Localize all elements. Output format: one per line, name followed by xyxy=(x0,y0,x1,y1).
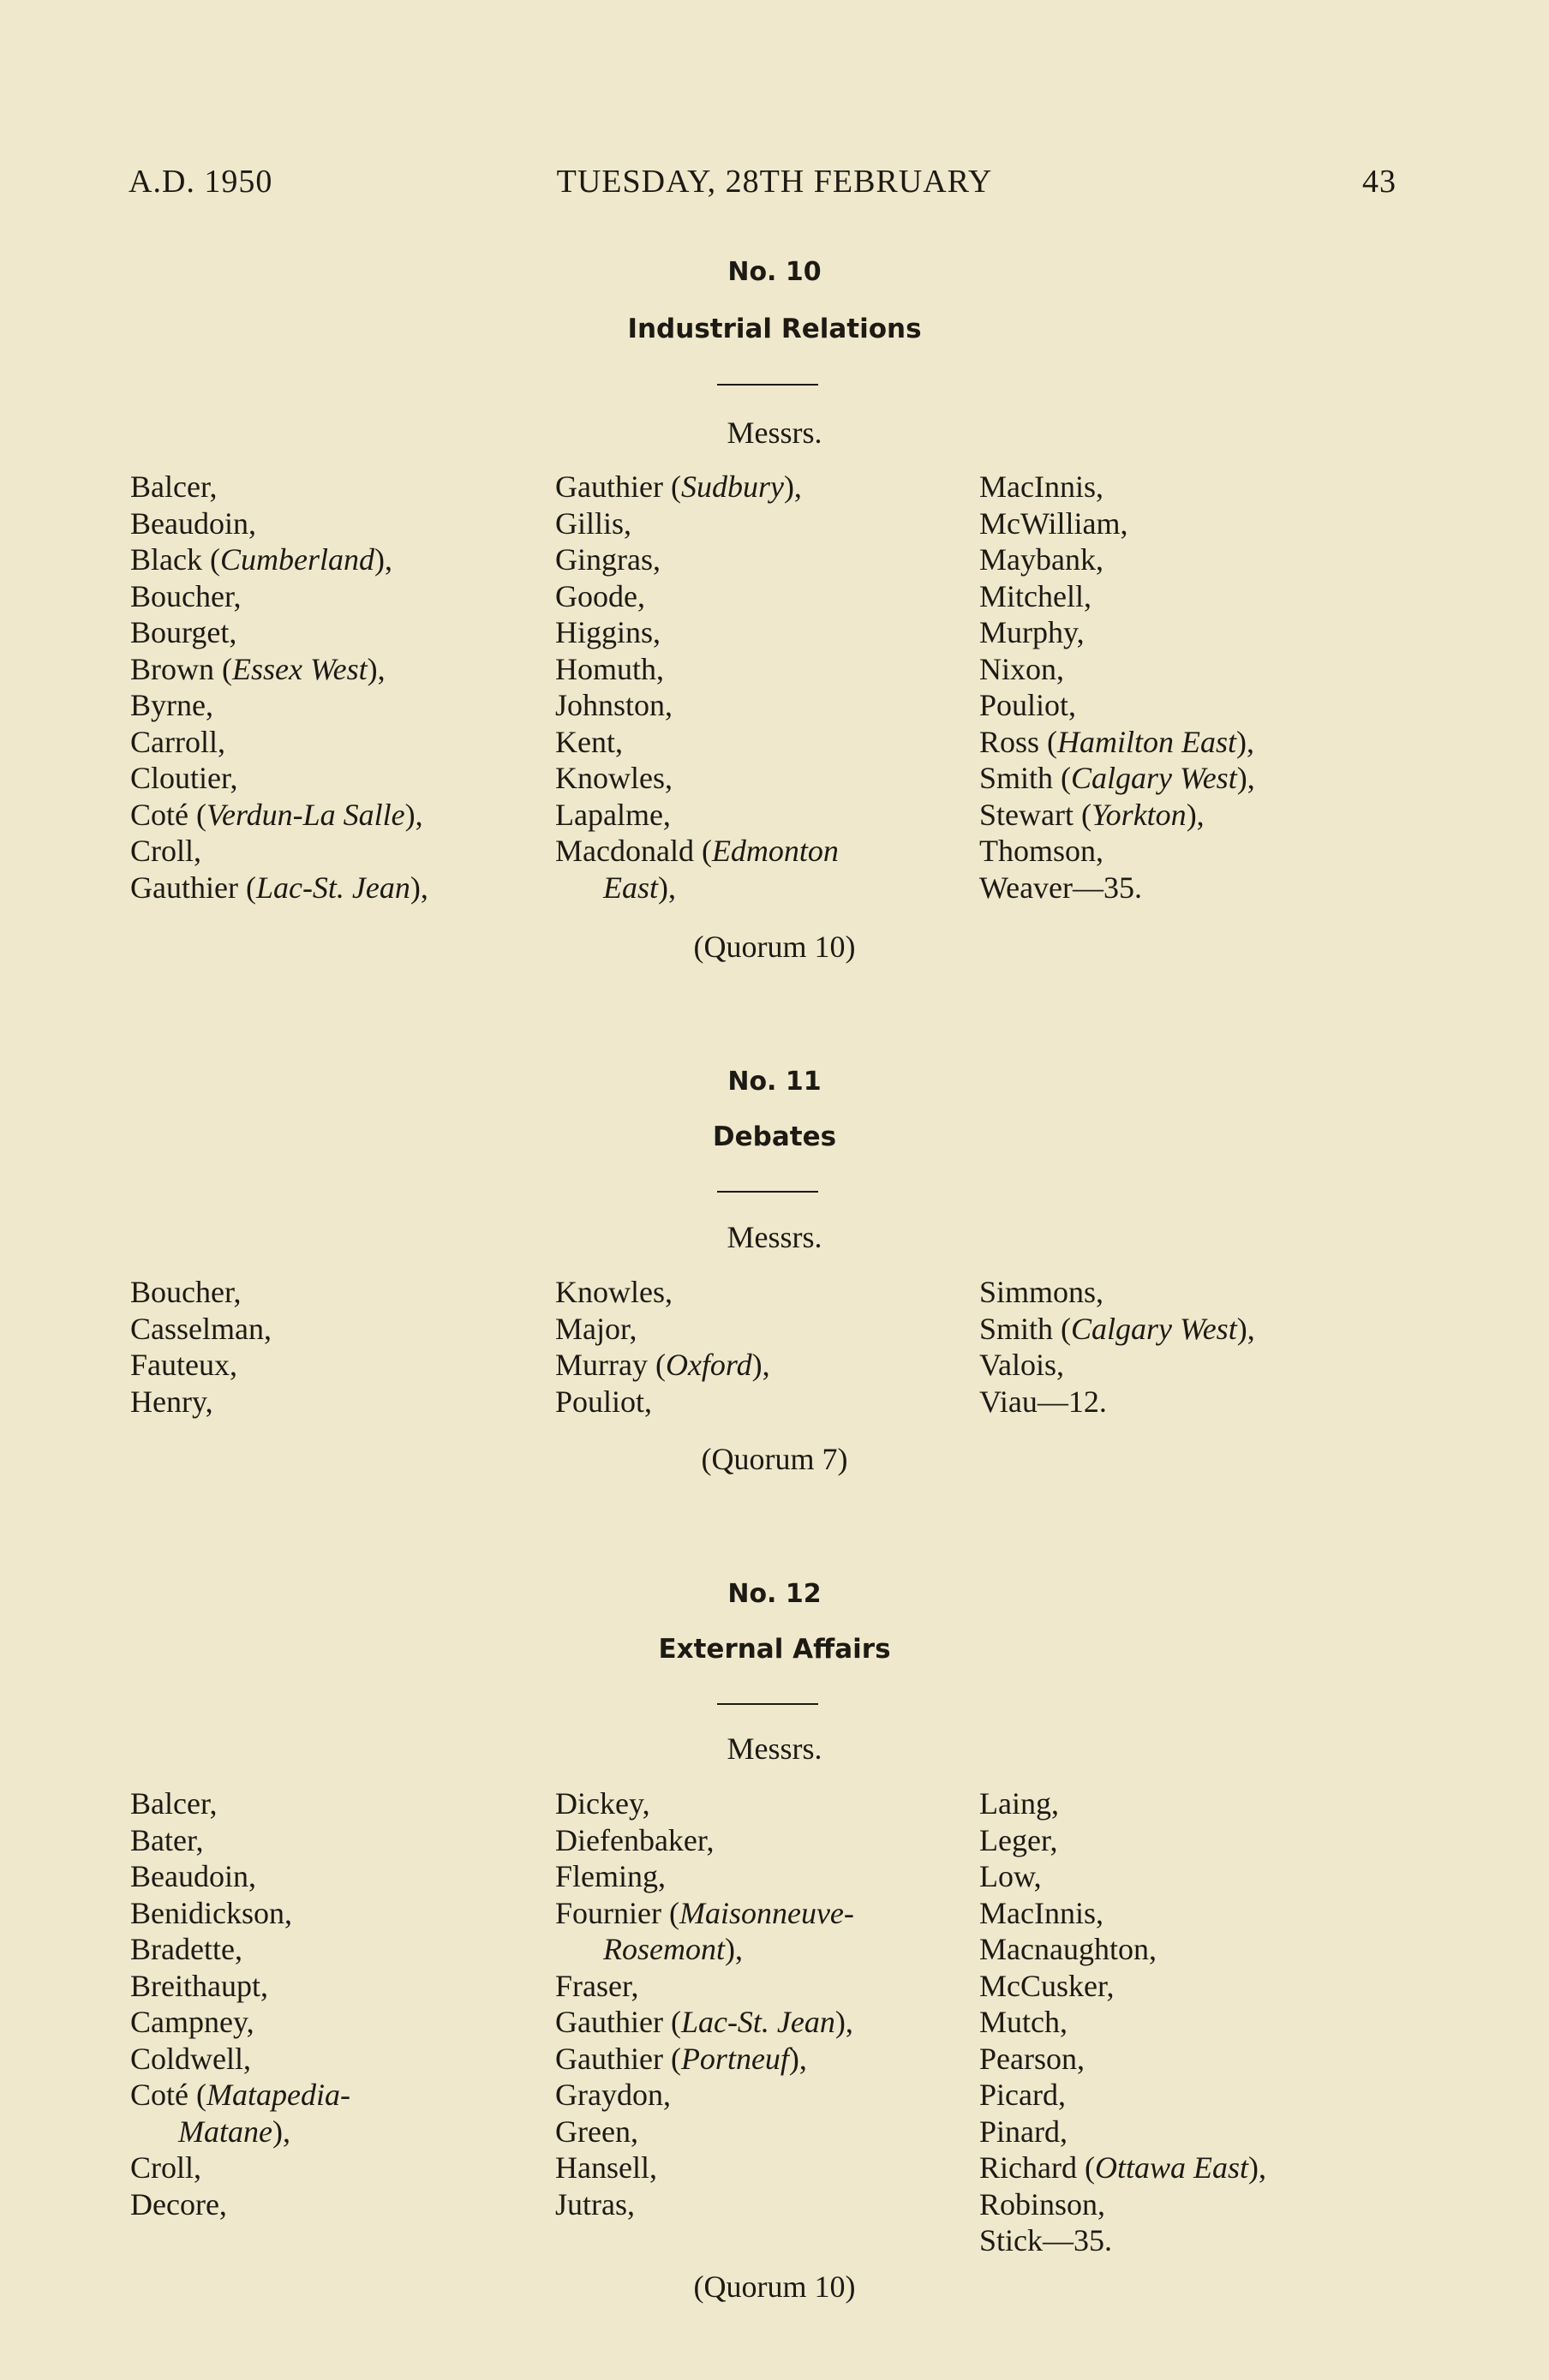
member-entry xyxy=(555,1931,854,1968)
member-entry xyxy=(130,1895,350,1932)
member-name: Breithaupt, xyxy=(130,1968,268,2003)
member-name: McWilliam, xyxy=(979,505,1128,541)
members-column-2 xyxy=(555,1785,854,2222)
member-entry xyxy=(130,1274,272,1311)
member-name: Goode, xyxy=(555,578,645,613)
member-entry xyxy=(555,760,839,797)
member-name: Ross ( xyxy=(979,724,1058,759)
punctuation: ), xyxy=(410,870,428,905)
member-entry xyxy=(979,833,1255,870)
member-entry xyxy=(979,1311,1255,1348)
header-year: A.D. 1950 xyxy=(129,164,273,200)
member-entry xyxy=(555,1311,770,1348)
member-entry xyxy=(555,1274,770,1311)
member-name: Simmons, xyxy=(979,1275,1104,1309)
member-name: Byrne, xyxy=(130,688,213,722)
member-entry xyxy=(130,1822,350,1859)
member-entry xyxy=(130,651,428,688)
member-entry xyxy=(555,2041,854,2078)
member-entry xyxy=(979,541,1255,578)
member-name: Kent, xyxy=(555,724,623,759)
member-name: Thomson, xyxy=(979,834,1104,868)
member-entry xyxy=(979,2186,1266,2223)
member-name: Gillis, xyxy=(555,505,632,541)
constituency: Hamilton East xyxy=(1057,724,1237,759)
members-column-3 xyxy=(979,1785,1266,2259)
member-name: Nixon, xyxy=(979,651,1064,686)
quorum-text: (Quorum 10) xyxy=(693,2269,856,2304)
member-entry xyxy=(130,870,428,906)
member-name: Richard ( xyxy=(979,2150,1095,2185)
member-entry xyxy=(130,541,428,578)
member-name: Coté ( xyxy=(130,797,206,832)
member-name: Low, xyxy=(979,1859,1042,1893)
member-name: Gauthier ( xyxy=(130,870,256,905)
member-entry xyxy=(130,1785,350,1822)
member-name: Fleming, xyxy=(555,1859,667,1893)
member-name: Weaver—35. xyxy=(979,870,1143,905)
member-entry xyxy=(130,2114,350,2150)
member-entry xyxy=(555,687,839,724)
messrs-label: Messrs. xyxy=(727,1731,822,1766)
member-name: Henry, xyxy=(130,1384,213,1419)
member-name: Pouliot, xyxy=(555,1384,653,1419)
members-column-1 xyxy=(130,1274,272,1420)
punctuation: ), xyxy=(658,870,677,905)
member-entry xyxy=(555,1384,770,1420)
member-entry xyxy=(130,797,428,834)
members-column-2 xyxy=(555,469,839,906)
member-entry xyxy=(979,614,1255,651)
member-entry xyxy=(555,2077,854,2114)
punctuation: ), xyxy=(404,797,423,832)
member-name: Smith ( xyxy=(979,1311,1072,1346)
constituency: Oxford xyxy=(665,1348,752,1382)
constituency: Maisonneuve- xyxy=(679,1895,854,1930)
punctuation: ), xyxy=(1236,1311,1255,1346)
member-name: Cloutier, xyxy=(130,761,238,795)
member-name: Brown ( xyxy=(130,651,232,686)
member-entry xyxy=(979,760,1255,797)
punctuation: ), xyxy=(1186,797,1205,832)
punctuation: ), xyxy=(374,542,392,577)
member-name: Pouliot, xyxy=(979,688,1077,722)
member-name: Major, xyxy=(555,1311,637,1346)
member-name: Stewart ( xyxy=(979,797,1091,832)
member-name: Gauthier ( xyxy=(555,2041,681,2076)
constituency: Matane xyxy=(178,2114,272,2149)
member-name: Bater, xyxy=(130,1822,204,1857)
member-entry xyxy=(979,1895,1266,1932)
member-name: Smith ( xyxy=(979,761,1072,795)
member-entry xyxy=(979,1931,1266,1968)
committee-title: External Affairs xyxy=(658,1634,891,1665)
member-entry xyxy=(555,1347,770,1384)
constituency: Verdun-La Salle xyxy=(206,797,405,832)
member-entry xyxy=(979,651,1255,688)
member-name: Gingras, xyxy=(555,542,661,577)
member-name: Maybank, xyxy=(979,542,1103,577)
member-entry xyxy=(130,1311,272,1348)
title-rule xyxy=(717,384,818,386)
member-name: Laing, xyxy=(979,1786,1059,1821)
member-entry xyxy=(555,2150,854,2186)
member-entry xyxy=(555,1968,854,2005)
member-name: Beaudoin, xyxy=(130,505,256,541)
member-entry xyxy=(979,1274,1255,1311)
member-entry xyxy=(555,614,839,651)
member-name: Fournier ( xyxy=(555,1895,679,1930)
member-name: Stick—35. xyxy=(979,2223,1113,2257)
member-entry xyxy=(555,1895,854,1932)
constituency: Essex West xyxy=(232,651,368,686)
member-name: Viau—12. xyxy=(979,1384,1107,1419)
committee-title: Debates xyxy=(712,1121,837,1152)
title-rule xyxy=(717,1703,818,1705)
member-name: MacInnis, xyxy=(979,1895,1103,1930)
member-entry xyxy=(979,1858,1266,1895)
punctuation: ), xyxy=(1247,2150,1266,2185)
member-entry xyxy=(555,651,839,688)
member-entry xyxy=(979,2222,1266,2259)
constituency: Yorkton xyxy=(1091,797,1187,832)
member-name: Balcer, xyxy=(130,1786,218,1821)
member-entry xyxy=(979,2114,1266,2150)
member-entry xyxy=(979,578,1255,615)
member-name: Decore, xyxy=(130,2186,227,2222)
constituency: Calgary West xyxy=(1071,1311,1237,1346)
member-entry xyxy=(555,1822,854,1859)
member-name: Bradette, xyxy=(130,1932,242,1966)
member-entry xyxy=(979,724,1255,761)
page-number: 43 xyxy=(1362,164,1396,200)
member-entry xyxy=(979,2041,1266,2078)
member-entry xyxy=(555,833,839,870)
member-name: Dickey, xyxy=(555,1786,650,1821)
member-name: Fauteux, xyxy=(130,1348,237,1382)
member-entry xyxy=(555,469,839,505)
member-entry xyxy=(130,687,428,724)
header-date: TUESDAY, 28TH FEBRUARY xyxy=(556,164,993,200)
member-name: Gauthier ( xyxy=(555,2005,681,2039)
punctuation: ), xyxy=(1236,724,1255,759)
member-entry xyxy=(555,797,839,834)
member-entry xyxy=(130,2004,350,2041)
member-entry xyxy=(130,469,428,505)
member-entry xyxy=(555,2004,854,2041)
committee-number: No. 10 xyxy=(727,257,822,287)
member-entry xyxy=(130,1384,272,1420)
constituency: Lac-St. Jean xyxy=(680,2005,835,2039)
member-entry xyxy=(979,2077,1266,2114)
member-name: Green, xyxy=(555,2114,638,2149)
member-name: Gauthier ( xyxy=(555,469,681,504)
member-name: Picard, xyxy=(979,2078,1066,2112)
member-name: Boucher, xyxy=(130,578,242,613)
member-entry xyxy=(555,505,839,542)
quorum-text: (Quorum 7) xyxy=(701,1442,848,1476)
member-name: Higgins, xyxy=(555,615,661,649)
member-entry xyxy=(555,541,839,578)
member-entry xyxy=(130,1931,350,1968)
member-entry xyxy=(130,1968,350,2005)
member-entry xyxy=(130,1347,272,1384)
member-entry xyxy=(130,2041,350,2078)
member-name: Black ( xyxy=(130,542,220,577)
member-entry xyxy=(555,724,839,761)
member-name: Jutras, xyxy=(555,2186,635,2222)
member-entry xyxy=(555,1785,854,1822)
member-name: Macnaughton, xyxy=(979,1932,1157,1966)
punctuation: ), xyxy=(783,469,802,504)
member-name: Diefenbaker, xyxy=(555,1822,715,1857)
constituency: Matapedia- xyxy=(206,2078,350,2112)
constituency: Rosemont xyxy=(603,1932,725,1966)
member-name: Murray ( xyxy=(555,1348,666,1382)
members-column-1 xyxy=(130,469,428,906)
member-name: MacInnis, xyxy=(979,469,1103,504)
member-name: Fraser, xyxy=(555,1968,639,2003)
member-name: Beaudoin, xyxy=(130,1859,256,1893)
constituency: Cumberland xyxy=(219,542,374,577)
committee-number: No. 12 xyxy=(727,1579,822,1609)
member-entry xyxy=(979,1968,1266,2005)
quorum-text: (Quorum 10) xyxy=(693,930,856,964)
member-name: Murphy, xyxy=(979,615,1085,649)
members-column-3 xyxy=(979,1274,1255,1420)
member-name: Homuth, xyxy=(555,651,665,686)
member-entry xyxy=(555,1858,854,1895)
member-entry xyxy=(555,870,839,906)
member-name: Campney, xyxy=(130,2005,254,2039)
member-entry xyxy=(130,614,428,651)
member-name: Pearson, xyxy=(979,2041,1085,2076)
punctuation: ), xyxy=(1236,761,1255,795)
member-entry xyxy=(130,760,428,797)
messrs-label: Messrs. xyxy=(727,1220,822,1254)
member-name: Croll, xyxy=(130,2150,202,2185)
member-entry xyxy=(979,1822,1266,1859)
member-entry xyxy=(979,870,1255,906)
member-entry xyxy=(130,2077,350,2114)
constituency: Sudbury xyxy=(680,469,784,504)
member-name: Balcer, xyxy=(130,469,218,504)
members-column-2 xyxy=(555,1274,770,1420)
punctuation: ), xyxy=(751,1348,770,1382)
member-name: Hansell, xyxy=(555,2150,657,2185)
member-entry xyxy=(130,578,428,615)
member-name: Casselman, xyxy=(130,1311,272,1346)
member-name: Knowles, xyxy=(555,761,673,795)
member-entry xyxy=(979,1785,1266,1822)
member-entry xyxy=(979,687,1255,724)
members-column-1 xyxy=(130,1785,350,2222)
member-entry xyxy=(555,578,839,615)
member-name: Macdonald ( xyxy=(555,834,712,868)
member-entry xyxy=(979,1347,1255,1384)
punctuation: ), xyxy=(724,1932,743,1966)
members-column-3 xyxy=(979,469,1255,906)
member-name: Mutch, xyxy=(979,2005,1068,2039)
member-entry xyxy=(130,1858,350,1895)
member-entry xyxy=(979,2004,1266,2041)
member-name: Boucher, xyxy=(130,1275,242,1309)
punctuation: ), xyxy=(367,651,386,686)
member-entry xyxy=(130,833,428,870)
member-entry xyxy=(979,505,1255,542)
member-name: Knowles, xyxy=(555,1275,673,1309)
constituency: East xyxy=(603,870,659,905)
member-entry xyxy=(130,2186,350,2223)
constituency: Portneuf xyxy=(680,2041,789,2076)
member-name: McCusker, xyxy=(979,1968,1115,2003)
member-entry xyxy=(979,797,1255,834)
committee-title: Industrial Relations xyxy=(627,314,922,344)
title-rule xyxy=(717,1191,818,1193)
punctuation: ), xyxy=(834,2005,853,2039)
member-entry xyxy=(979,2150,1266,2186)
member-name: Coté ( xyxy=(130,2078,206,2112)
member-entry xyxy=(130,724,428,761)
member-name: Robinson, xyxy=(979,2186,1106,2222)
member-name: Pinard, xyxy=(979,2114,1068,2149)
messrs-label: Messrs. xyxy=(727,416,822,450)
member-entry xyxy=(555,2186,854,2223)
constituency: Edmonton xyxy=(711,834,839,868)
member-name: Coldwell, xyxy=(130,2041,251,2076)
member-name: Benidickson, xyxy=(130,1895,292,1930)
member-name: Croll, xyxy=(130,834,202,868)
member-name: Valois, xyxy=(979,1348,1064,1382)
member-entry xyxy=(555,2114,854,2150)
member-name: Bourget, xyxy=(130,615,237,649)
member-name: Mitchell, xyxy=(979,578,1091,613)
punctuation: ), xyxy=(272,2114,290,2149)
constituency: Ottawa East xyxy=(1094,2150,1248,2185)
member-entry xyxy=(979,1384,1255,1420)
punctuation: ), xyxy=(788,2041,807,2076)
member-entry xyxy=(130,505,428,542)
constituency: Calgary West xyxy=(1071,761,1237,795)
member-name: Carroll, xyxy=(130,724,225,759)
member-name: Lapalme, xyxy=(555,797,671,832)
member-entry xyxy=(130,2150,350,2186)
committee-number: No. 11 xyxy=(727,1067,822,1097)
member-entry xyxy=(979,469,1255,505)
member-name: Johnston, xyxy=(555,688,673,722)
member-name: Graydon, xyxy=(555,2078,671,2112)
constituency: Lac-St. Jean xyxy=(255,870,410,905)
member-name: Leger, xyxy=(979,1822,1058,1857)
